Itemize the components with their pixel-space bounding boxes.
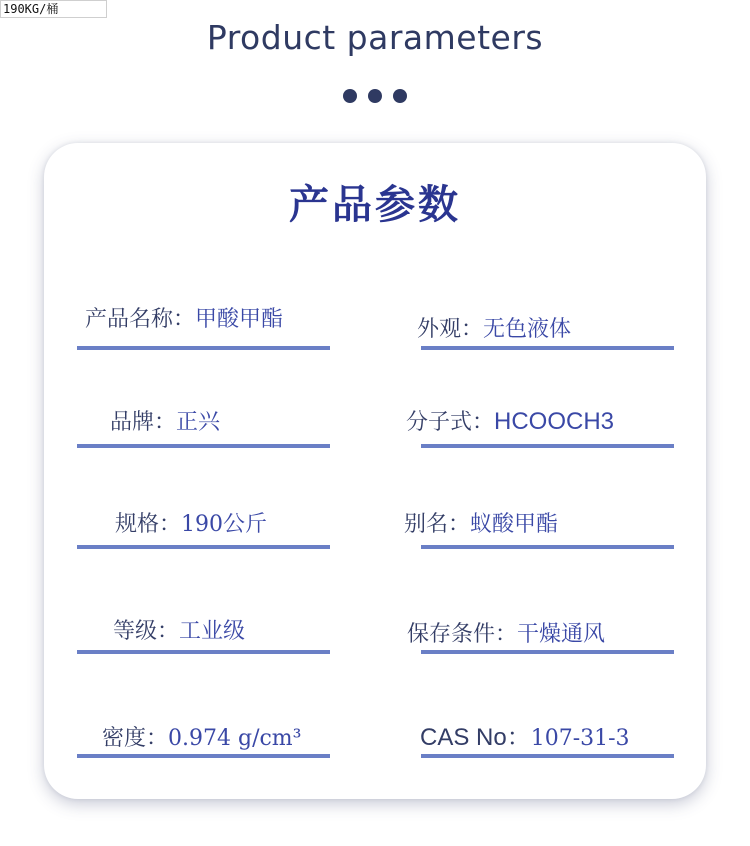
param-product-name — [85, 302, 283, 333]
param-value: 107-31-3 — [530, 726, 630, 751]
section-heading: Product parameters — [206, 18, 544, 57]
param-label: 密度： — [102, 726, 169, 751]
param-value: 正兴 — [176, 410, 221, 435]
param-label: 产品名称： — [85, 307, 196, 332]
param-label: 规格： — [115, 512, 182, 537]
param-appearance — [417, 312, 571, 343]
param-underline — [77, 346, 330, 350]
param-value: 无色液体 — [483, 317, 572, 342]
param-value: 0.974 g/cm³ — [168, 726, 302, 751]
param-label: 品牌： — [110, 410, 177, 435]
param-underline — [421, 650, 674, 654]
param-underline — [77, 650, 330, 654]
card-title: 产品参数 — [289, 182, 461, 228]
divider-dot — [393, 89, 407, 103]
param-cas — [420, 717, 630, 752]
param-underline — [421, 754, 674, 758]
param-value: 工业级 — [179, 619, 246, 644]
corner-size-tag: 190KG/桶 — [0, 0, 107, 18]
param-label: 外观： — [417, 317, 484, 342]
param-label: 分子式： — [406, 410, 495, 435]
param-value: 190公斤 — [181, 512, 268, 537]
param-underline — [421, 346, 674, 350]
parameters-card — [44, 143, 706, 799]
param-brand — [110, 405, 220, 436]
param-underline — [77, 545, 330, 549]
param-value: HCOOCH3 — [494, 408, 615, 435]
param-value: 干燥通风 — [517, 622, 606, 647]
param-underline — [77, 444, 330, 448]
param-value: 甲酸甲酯 — [195, 307, 284, 332]
param-label: CAS No： — [420, 724, 531, 751]
divider-dot — [368, 89, 382, 103]
param-formula — [406, 405, 614, 436]
dots-divider — [0, 89, 750, 103]
param-label: 等级： — [113, 619, 180, 644]
param-grade — [113, 614, 245, 645]
param-label: 别名： — [404, 512, 471, 537]
param-underline — [421, 545, 674, 549]
param-alias — [404, 507, 558, 538]
divider-dot — [343, 89, 357, 103]
param-value: 蚁酸甲酯 — [470, 512, 559, 537]
param-underline — [77, 754, 330, 758]
param-storage — [407, 617, 605, 648]
param-underline — [421, 444, 674, 448]
param-density — [102, 721, 302, 752]
param-label: 保存条件： — [407, 622, 518, 647]
param-spec — [115, 507, 267, 538]
